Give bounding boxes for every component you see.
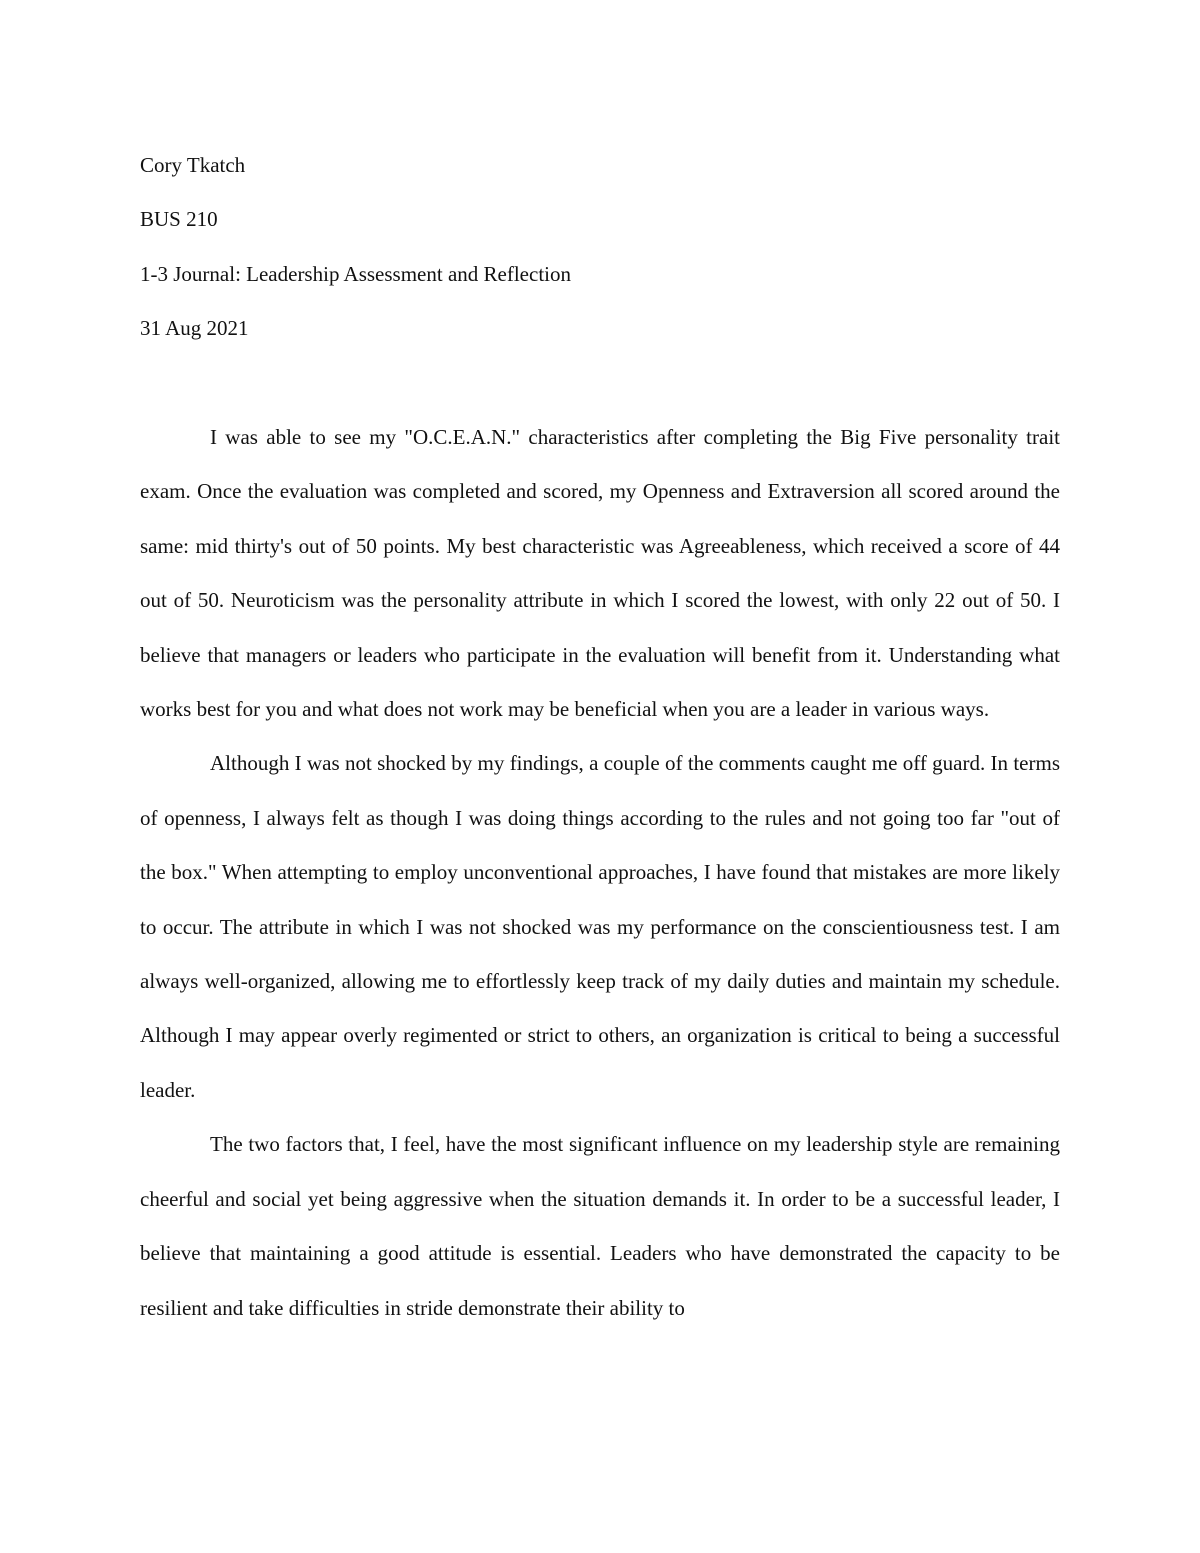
- paragraph-3: The two factors that, I feel, have the most significant influence on my leadership style are remaining cheerful and social yet being aggressive when the situation demands it. In order to be a successful leader, I believe that maintaining a good attitude is essential. Leaders who have demonstrated the capacity to be resilient and take difficulties in stride demonstrate their ability to: [140, 1132, 1060, 1320]
- paragraph-1: I was able to see my "O.C.E.A.N." characteristics after completing the Big Five personality trait exam. Once the evaluation was completed and scored, my Openness and Extraversion all scored around the same: mid thirty's out of 50 points. My best characteristic was Agreeableness, which received a score of 44 out of 50. Neuroticism was the personality attribute in which I scored the lowest, with only 22 out of 50. I believe that managers or leaders who participate in the evaluation will benefit from it. Understanding what works best for you and what does not work may be beneficial when you are a leader in various ways.: [140, 425, 1060, 722]
- document-content: [140, 138, 1060, 1335]
- assignment-title: 1-3 Journal: Leadership Assessment and Reflection: [140, 261, 571, 286]
- document-date: 31 Aug 2021: [140, 316, 249, 341]
- paragraph-2: Although I was not shocked by my findings, a couple of the comments caught me off guard. In terms of openness, I always felt as though I was doing things according to the rules and not going too far "out of the box." When attempting to employ unconventional approaches, I have found that mistakes are more likely to occur. The attribute in which I was not shocked was my performance on the conscientiousness test. I am always well-organized, allowing me to effortlessly keep track of my daily duties and maintain my schedule. Although I may appear overly regimented or strict to others, an organization is critical to being a successful leader.: [140, 751, 1060, 1102]
- course-code: BUS 210: [140, 207, 218, 232]
- author-name: Cory Tkatch: [140, 153, 246, 177]
- header-spacer: [140, 356, 1060, 410]
